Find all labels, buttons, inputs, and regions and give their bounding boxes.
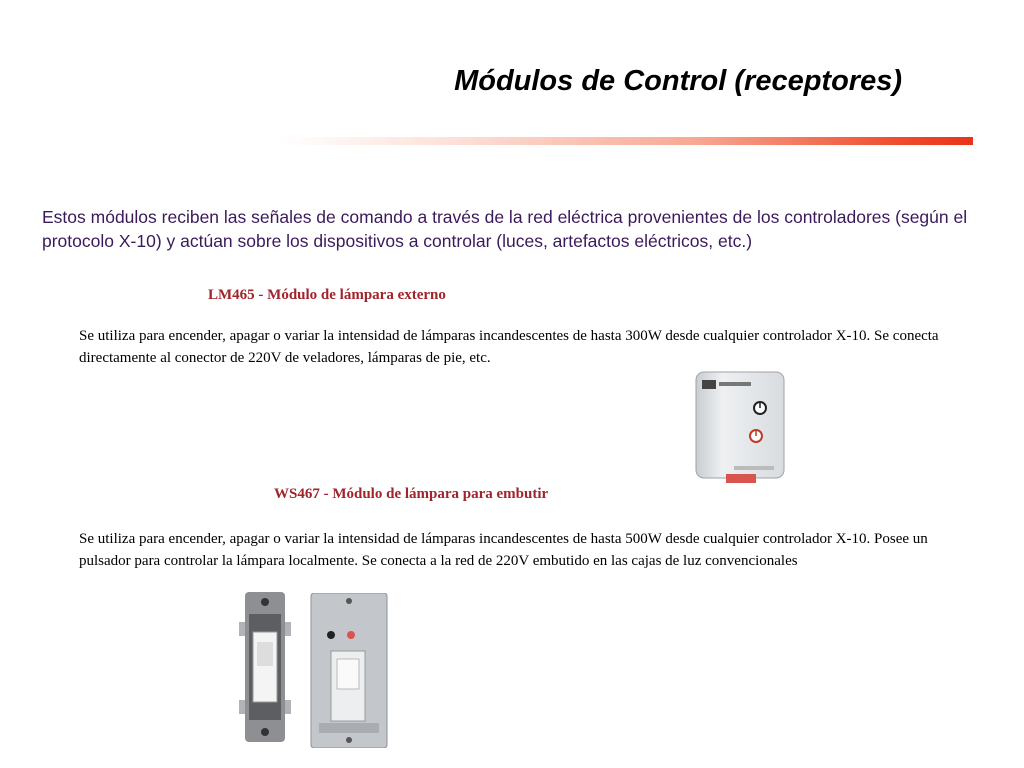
title-divider: [280, 137, 973, 145]
lamp-module-image: [694, 370, 786, 486]
lm465-heading: LM465 - Módulo de lámpara externo: [208, 287, 446, 303]
ws467-description: Se utiliza para encender, apagar o variar la intensidad de lámparas incandescentes de hasta 500W desde cualquier controlador X-10. Posee un pulsador para controlar la lámpara localmente. Se conecta a la red de 220V embutido en las cajas de luz convencionales: [79, 531, 928, 569]
dimmer-switch-image: [305, 593, 393, 748]
slide-title: Módulos de Control (receptores): [454, 65, 902, 97]
lm465-description: Se utiliza para encender, apagar o variar la intensidad de lámparas incandescentes de hasta 300W desde cualquier controlador X-10. Se conecta directamente al conector de 220V de veladores, lámparas de pie, etc.: [79, 328, 939, 366]
intro-paragraph: Estos módulos reciben las señales de comando a través de la red eléctrica provenientes de los controladores (según el protocolo X-10) y actúan sobre los dispositivos a controlar (luces, artefactos eléctricos, etc.): [42, 207, 968, 251]
ws467-heading: WS467 - Módulo de lámpara para embutir: [274, 486, 549, 502]
wall-switch-image: [237, 592, 293, 742]
